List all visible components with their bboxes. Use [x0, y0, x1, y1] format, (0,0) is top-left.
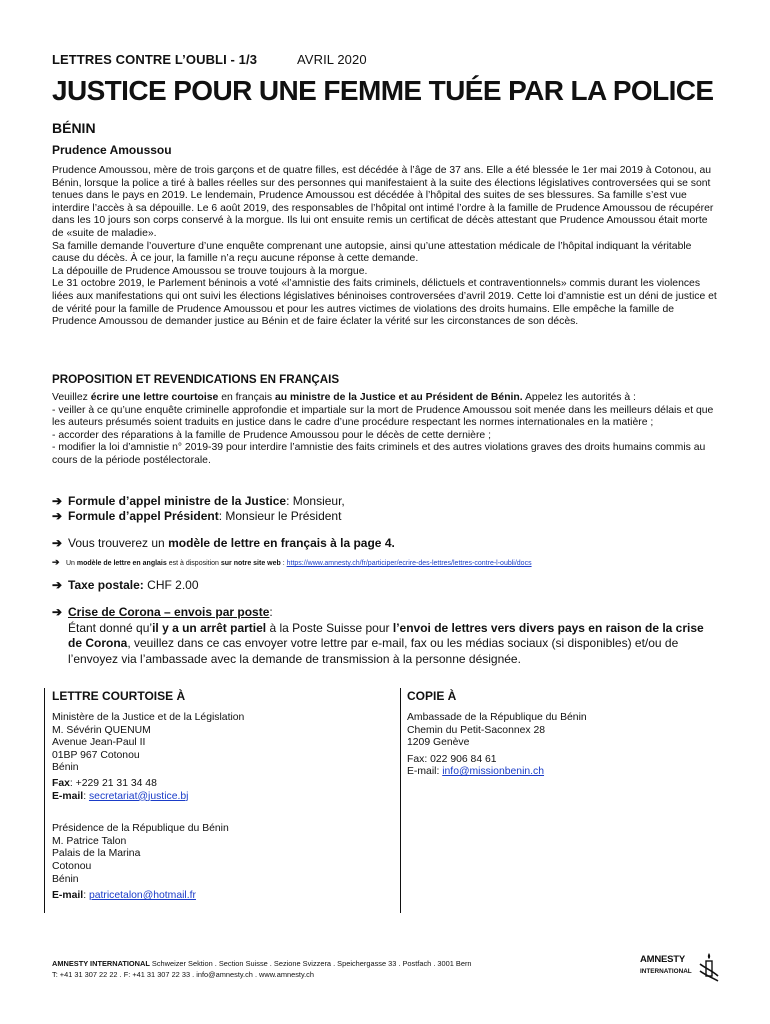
amnesty-logo	[640, 955, 692, 976]
email-label: E-mail	[52, 890, 84, 902]
note-text: :	[280, 560, 287, 567]
proposal-text	[52, 392, 717, 468]
copy-heading: COPIE À	[407, 689, 457, 703]
note-text: Un	[66, 560, 77, 567]
demand-item: - veiller à ce qu’une enquête criminelle approfondie et impartiale sur la mort de Prudence Amoussou soit menée dans les meilleurs délais et que les auteurs présumés soient traduits en justice dans le cadre d’une procédure respectant les normes internationales en la matière ;	[52, 404, 714, 429]
address-line: Bénin	[52, 873, 79, 885]
address-line: Chemin du Petit-Saconnex 28	[407, 724, 546, 736]
postage-note	[52, 578, 199, 593]
note-text: est à disposition	[166, 560, 221, 567]
document-header	[52, 52, 367, 67]
formula-label: Formule d’appel Président	[68, 509, 219, 523]
address-line: M. Sévérin QUENUM	[52, 724, 151, 736]
formula-minister	[52, 494, 345, 509]
fax-value: : +229 21 31 34 48	[69, 777, 157, 789]
arrow-right-icon: ➔	[52, 536, 63, 550]
letter-heading: LETTRE COURTOISE À	[52, 689, 186, 703]
footer-org: AMNESTY INTERNATIONAL	[52, 959, 150, 968]
email-link-justice[interactable]: secretariat@justice.bj	[88, 790, 189, 802]
formula-value: : Monsieur le Président	[218, 509, 342, 523]
corona-heading-line	[52, 605, 717, 621]
formula-president	[52, 509, 341, 524]
column-divider	[400, 688, 401, 913]
demand-item: - modifier la loi d’amnistie n° 2019-39 pour interdire l’amnistie des faits criminels et des autres violations graves des droits humains commis au cours de la période postélectorale.	[52, 442, 706, 466]
corona-bold: l’envoi de lettres vers divers pays en raison de la crise de Corona	[68, 620, 704, 651]
english-model-note	[52, 555, 532, 571]
proposal-heading: PROPOSITION ET REVENDICATIONS EN FRANÇAIS	[52, 373, 340, 386]
formula-value: : Monsieur,	[286, 494, 345, 508]
country-heading: BÉNIN	[52, 120, 96, 136]
english-model-link[interactable]: https://www.amnesty.ch/fr/participer/ecrire-des-lettres/lettres-contre-l-oubli/docs	[286, 560, 532, 567]
address-line: 1209 Genève	[407, 737, 470, 749]
intro-text: Appelez les autorités à :	[522, 392, 636, 403]
corona-heading: Crise de Corona – envois par poste	[68, 605, 270, 619]
bio-paragraph: La dépouille de Prudence Amoussou se trouve toujours à la morgue.	[52, 265, 368, 277]
copy-recipients	[407, 689, 727, 779]
postage-label: Taxe postale:	[68, 578, 144, 592]
proposal-intro	[52, 392, 717, 405]
model-text: Vous trouverez un	[68, 536, 169, 550]
letter-recipients	[52, 689, 392, 903]
address-line: M. Patrice Talon	[52, 835, 127, 847]
case-description	[52, 165, 717, 329]
arrow-right-icon: ➔	[52, 605, 63, 619]
person-name: Prudence Amoussou	[52, 143, 172, 157]
corona-bold: il y a un arrêt partiel	[152, 620, 267, 635]
bio-paragraph: Le 31 octobre 2019, le Parlement béninois a voté «l’amnistie des faits criminels, délictuels et contraventionnels» commis durant les violences liées aux manifestations qui ont suivi les élections législatives béninoises controversées d’avril 2019. Cette loi d’amnistie est un déni de justice et de vérité pour la famille de Prudence Amoussou et pour les autres victimes de violations des droits humains. Elle empêche la famille de Prudence Amoussou de demander justice au Bénin et de faire éclater la vérité sur les circonstances de son décès.	[52, 278, 717, 328]
demand-item: - accorder des réparations à la famille de Prudence Amoussou pour le décès de cette dernière ;	[52, 429, 491, 441]
column-divider	[44, 688, 45, 913]
embassy-fax: Fax: 022 906 84 61	[407, 753, 497, 765]
address-line: Présidence de la République du Bénin	[52, 823, 229, 835]
arrow-right-icon: ➔	[52, 578, 63, 592]
corona-text: , veuillez dans ce cas envoyer votre lettre par e-mail, fax ou les médias sociaux (si disponibles) et/ou de l’envoyez via l’ambassade avec la demande de transmission à la personne désignée.	[68, 636, 679, 666]
address-line: Ministère de la Justice et de la Législation	[52, 712, 245, 723]
address-line: 01BP 967 Cotonou	[52, 749, 140, 761]
postage-value: CHF 2.00	[143, 578, 199, 592]
footer-address: Schweizer Sektion . Section Suisse . Sezione Svizzera . Speichergasse 33 . Postfach . 3001 Bern	[149, 959, 472, 968]
corona-body	[52, 621, 717, 668]
arrow-right-icon: ➔	[52, 557, 60, 567]
embassy-address	[407, 712, 727, 750]
address-line: Cotonou	[52, 860, 92, 872]
candle-logo-icon	[698, 952, 720, 982]
intro-text: en français	[218, 392, 275, 403]
address-line: Bénin	[52, 762, 79, 774]
issue-date: AVRIL 2020	[297, 52, 367, 67]
series-label: LETTRES CONTRE L’OUBLI - 1/3	[52, 52, 258, 67]
embassy-email-line	[407, 766, 727, 779]
bio-paragraph: Prudence Amoussou, mère de trois garçons et de quatre filles, est décédée à l’âge de 37 ans. Elle a été blessée le 1er mai 2019 à Cotonou, au Bénin, lorsque la police a tiré à balles réelles sur des personnes qui manifestaient à la suite des élections législatives controversées qui se sont tenues dans le pays en 2019. Le lendemain, Prudence Amoussou est décédée à l’hôpital des suites de ses blessures. Sa famille s’est vue interdire l’accès à sa dépouille. Le 6 août 2019, des responsables de l’hôpital ont intimé l’ordre à la famille de Prudence Amoussou de récupérer dans les 10 jours son corps conservé à la morgue. Ils lui ont ensuite remis un certificat de décès attestant que Prudence Amoussou était morte de «suite de maladie».	[52, 165, 714, 239]
corona-notice	[52, 605, 717, 667]
footer-line-1	[52, 959, 472, 970]
embassy-email-link[interactable]: info@missionbenin.ch	[442, 766, 545, 778]
email-line: E-mail: patricetalon@hotmail.fr	[52, 890, 196, 902]
logo-subtitle: INTERNATIONAL	[640, 968, 692, 975]
intro-bold: au ministre de la Justice et au Président de Bénin.	[274, 392, 523, 403]
email-link-president[interactable]: patricetalon@hotmail.fr	[88, 890, 196, 902]
arrow-right-icon: ➔	[52, 494, 63, 508]
note-bold: modèle de lettre en anglais	[76, 560, 167, 567]
note-bold: sur notre site web	[220, 560, 281, 567]
address-line: Avenue Jean-Paul II	[52, 737, 146, 749]
intro-bold: écrire une lettre courtoise	[90, 392, 219, 403]
corona-text: Étant donné qu’	[68, 620, 153, 635]
address-line: Palais de la Marina	[52, 848, 141, 860]
corona-heading-suffix: :	[269, 605, 273, 619]
email-line: E-mail: secretariat@justice.bj	[52, 790, 189, 802]
model-text-bold: modèle de lettre en français à la page 4.	[168, 536, 395, 550]
fax-line	[52, 778, 392, 791]
recipient-address-1	[52, 712, 392, 775]
intro-text: Veuillez	[52, 392, 91, 403]
email-label: E-mail	[52, 790, 84, 802]
email-label: E-mail:	[407, 766, 443, 778]
footer	[52, 959, 472, 980]
fax-label: Fax	[52, 777, 70, 789]
corona-text: à la Poste Suisse pour	[266, 620, 393, 635]
logo-wordmark: AMNESTY	[640, 954, 686, 965]
model-letter-note	[52, 536, 395, 551]
formula-label: Formule d’appel ministre de la Justice	[68, 494, 287, 508]
address-line: Ambassade de la République du Bénin	[407, 712, 587, 723]
bio-paragraph: Sa famille demande l’ouverture d’une enquête comprenant une autopsie, ainsi qu’une attestation médicale de l’hôpital indiquant la véritable cause du décès. À ce jour, la famille n’a reçu aucune réponse à cette demande.	[52, 240, 692, 265]
recipient-address-2	[52, 823, 392, 886]
arrow-right-icon: ➔	[52, 509, 63, 523]
footer-contact: T: +41 31 307 22 22 . F: +41 31 307 22 33 . info@amnesty.ch . www.amnesty.ch	[52, 969, 314, 979]
page-title: JUSTICE POUR UNE FEMME TUÉE PAR LA POLICE	[52, 75, 714, 106]
